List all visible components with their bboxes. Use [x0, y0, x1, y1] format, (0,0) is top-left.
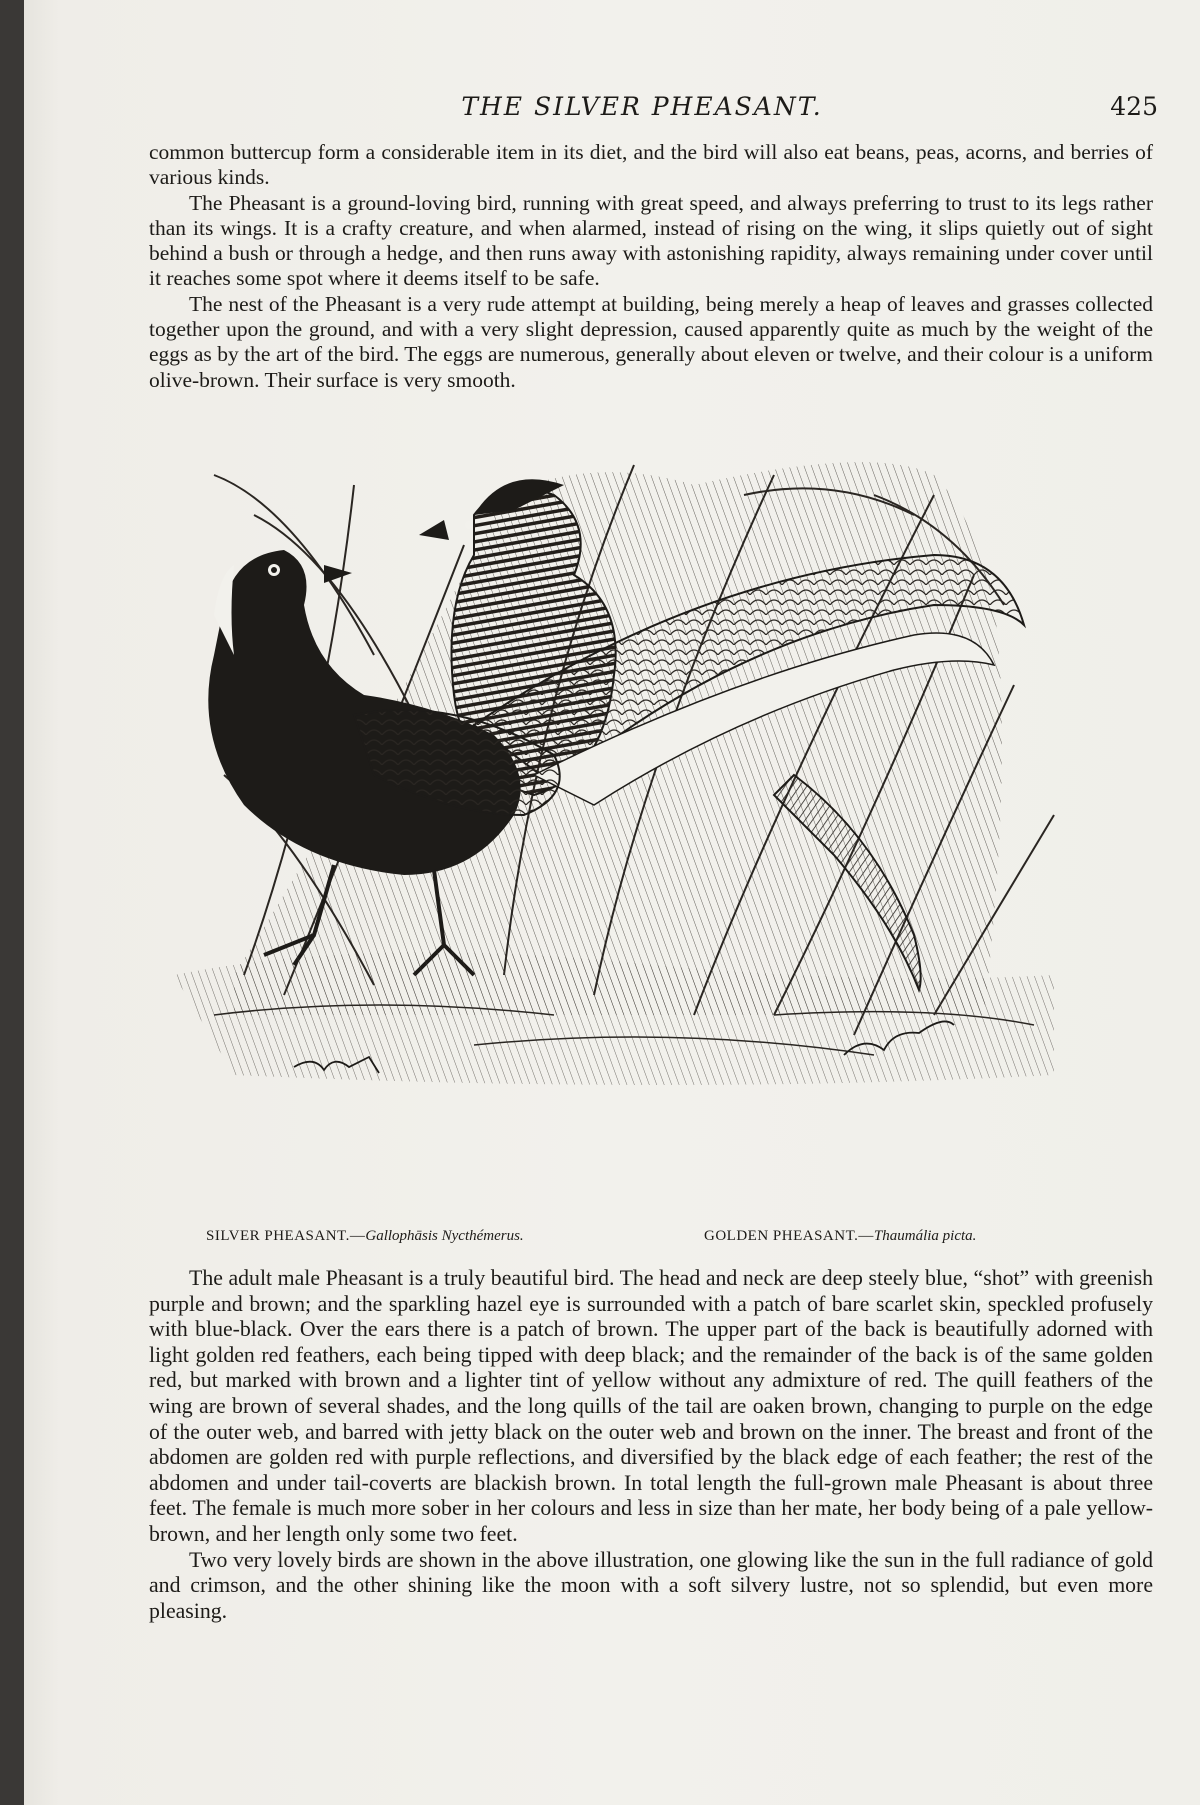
- book-page: [24, 0, 1200, 1805]
- paragraph: The Pheasant is a ground-loving bird, running with great speed, and always preferring to trust to its legs rather than its wings. It is a crafty creature, and when alarmed, instead of rising on the wing, it slips quietly out of sight behind a bush or through a hedge, and then runs away with astonishing rapidity, always remaining under cover until it reaches some spot where it deems itself to be safe.: [149, 190, 1153, 291]
- paragraph: The adult male Pheasant is a truly beautiful bird. The head and neck are deep steely blue, “shot” with greenish purple and brown; and the sparkling hazel eye is surrounded with a patch of bare scarlet skin, speckled profusely with blue-black. Over the ears there is a patch of brown. The upper part of the back is beautifully adorned with light golden red feathers, each being tipped with deep black; and the remainder of the back is of the same golden red, but marked with brown and a lighter tint of yellow without any admixture of red. The quill feathers of the wing are brown of several shades, and the long quills of the tail are oaken brown, changing to purple on the edge of the outer web, and barred with jetty black on the outer web and brown on the inner. The breast and front of the abdomen are golden red with purple reflections, and diversified by the black edge of each feather; the rest of the abdomen and under tail-coverts are blackish brown. In total length the full-grown male Pheasant is about three feet. The female is much more sober in her colours and less in size than her mate, her body being of a pale yellow-brown, and her length only some two feet.: [149, 1266, 1153, 1546]
- paragraph: The nest of the Pheasant is a very rude attempt at building, being merely a heap of leaves and grasses collected together upon the ground, and with a very slight depression, caused apparently quite as much by the weight of the eggs as by the art of the bird. The eggs are numerous, generally about eleven or twelve, and their colour is a uniform olive-brown. Their surface is very smooth.: [149, 291, 1153, 392]
- caption-silver-pheasant: [206, 1228, 524, 1245]
- paragraph: Two very lovely birds are shown in the above illustration, one glowing like the sun in the full radiance of gold and crimson, and the other shining like the moon with a soft silvery lustre, not so splendid, but even more pleasing.: [149, 1547, 1153, 1623]
- page-number: 425: [1110, 92, 1158, 121]
- caption-golden-pheasant: [704, 1228, 976, 1245]
- caption-common-name: GOLDEN PHEASANT.—: [704, 1228, 874, 1244]
- caption-scientific-name: Gallophāsis Nycthémerus.: [365, 1228, 524, 1244]
- bottom-text-block: [149, 1266, 1153, 1624]
- pheasants-engraving: [174, 455, 1134, 1220]
- running-title: THE SILVER PHEASANT.: [461, 92, 823, 121]
- top-text-block: [149, 140, 1153, 393]
- paragraph-continued: common buttercup form a considerable item in its diet, and the bird will also eat beans, peas, acorns, and berries of various kinds.: [149, 140, 1153, 190]
- page-header: [24, 92, 1200, 126]
- caption-common-name: SILVER PHEASANT.—: [206, 1228, 366, 1244]
- caption-scientific-name: Thaumália picta.: [873, 1228, 977, 1244]
- figure-caption: [24, 1228, 1200, 1258]
